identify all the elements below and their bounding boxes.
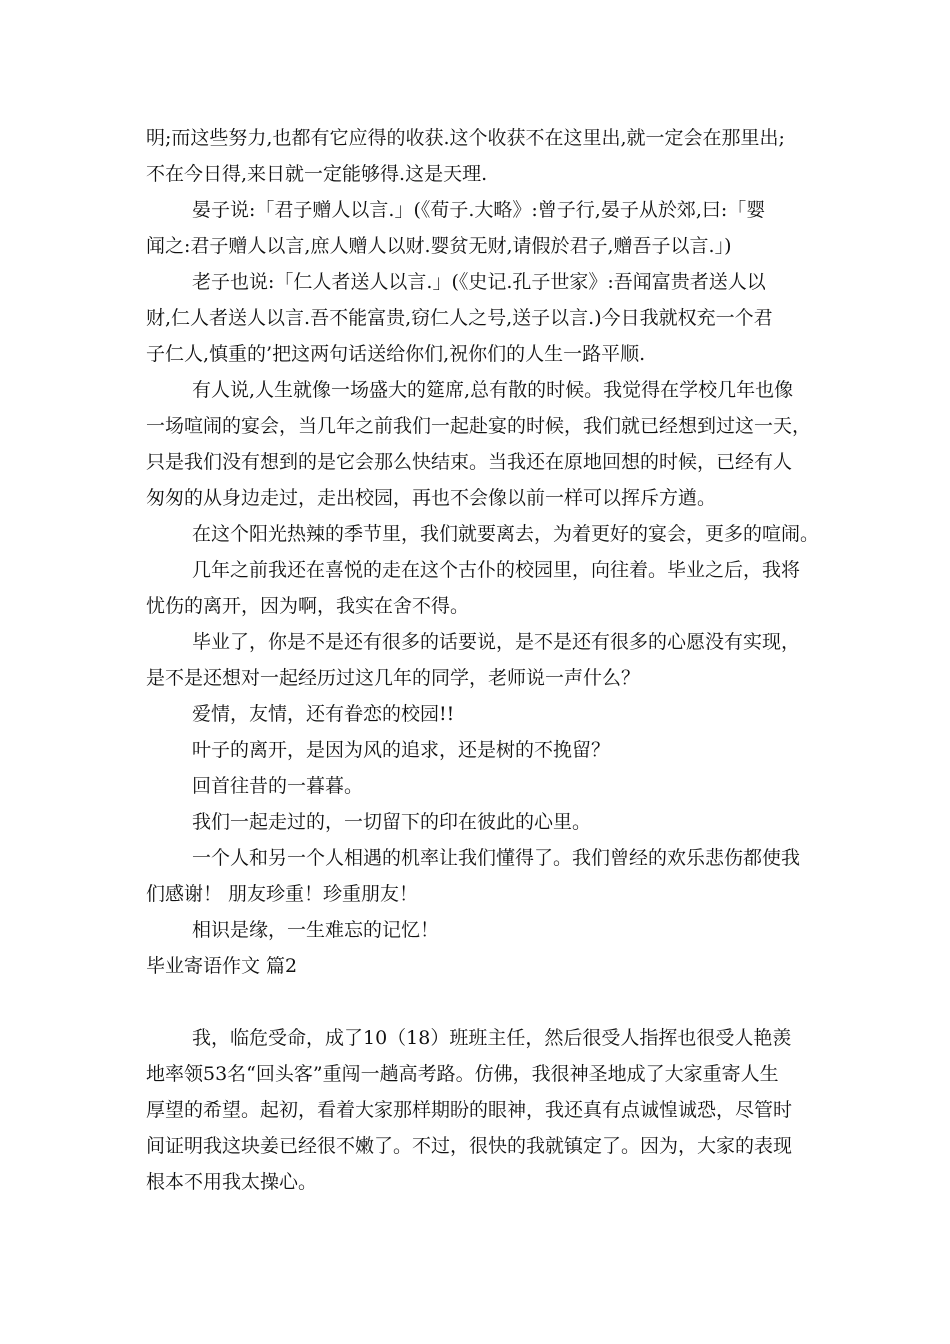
text-line: 是不是还想对一起经历过这几年的同学，老师说一声什么？ — [146, 667, 641, 689]
text-line: 明;而这些努力,也都有它应得的收获.这个收获不在这里出,就一定会在那里出; — [146, 127, 785, 149]
text-line: 回首往昔的一暮暮。 — [192, 775, 364, 797]
text-line: 相识是缘，一生难忘的记忆！ — [192, 919, 440, 941]
text-line: 有人说,人生就像一场盛大的筵席,总有散的时候。我觉得在学校几年也像 — [192, 379, 794, 401]
text-line: 间证明我这块姜已经很不嫩了。不过，很快的我就镇定了。因为，大家的表现 — [146, 1135, 793, 1157]
text-line: 地率领53名“回头客”重闯一趟高考路。仿佛，我很神圣地成了大家重寄人生 — [146, 1063, 779, 1085]
text-line: 在这个阳光热辣的季节里，我们就要离去，为着更好的宴会，更多的喧闹。 — [192, 523, 820, 545]
text-line: 财,仁人者送人以言.吾不能富贵,窃仁人之号,送子以言.)今日我就权充一个君 — [146, 307, 773, 329]
text-line: 根本不用我太操心。 — [146, 1171, 318, 1193]
text-line: 匆匆的从身边走过，走出校园，再也不会像以前一样可以挥斥方遒。 — [146, 487, 717, 509]
text-line: 我们一起走过的，一切留下的印在彼此的心里。 — [192, 811, 592, 833]
text-line: 我，临危受命，成了10（18）班班主任，然后很受人指挥也很受人艳羡 — [192, 1027, 792, 1049]
text-line: 几年之前我还在喜悦的走在这个古仆的校园里，向往着。毕业之后，我将 — [192, 559, 801, 581]
text-line: 老子也说:「仁人者送人以言.」(《史记.孔子世家》:吾闻富贵者送人以 — [192, 271, 766, 293]
text-line: 毕业了，你是不是还有很多的话要说，是不是还有很多的心愿没有实现， — [192, 631, 801, 653]
text-line: 一场喧闹的宴会，当几年之前我们一起赴宴的时候，我们就已经想到过这一天， — [146, 415, 812, 437]
text-line: 忧伤的离开，因为啊，我实在舍不得。 — [146, 595, 470, 617]
text-line: 叶子的离开，是因为风的追求，还是树的不挽留？ — [192, 739, 611, 761]
text-line: 爱情，友情，还有眷恋的校园!! — [192, 703, 455, 725]
text-line: 晏子说:「君子赠人以言.」(《荀子.大略》:曾子行,晏子从於郊,曰:「婴 — [192, 199, 766, 221]
text-line: 不在今日得,来日就一定能够得.这是天理. — [146, 163, 488, 185]
text-line: 子仁人,慎重的’把这两句话送给你们,祝你们的人生一路平顺. — [146, 343, 646, 365]
text-line: 们感谢！ 朋友珍重！珍重朋友！ — [146, 883, 419, 905]
text-line: 一个人和另一个人相遇的机率让我们懂得了。我们曾经的欢乐悲伤都使我 — [192, 847, 801, 869]
text-line: 厚望的希望。起初，看着大家那样期盼的眼神，我还真有点诚惶诚恐，尽管时 — [146, 1099, 793, 1121]
text-line: 闻之:君子赠人以言,庶人赠人以财.婴贫无财,请假於君子,赠吾子以言.」) — [146, 235, 732, 257]
section-heading: 毕业寄语作文 篇2 — [146, 955, 298, 977]
text-line: 只是我们没有想到的是它会那么快结束。当我还在原地回想的时候，已经有人 — [146, 451, 793, 473]
